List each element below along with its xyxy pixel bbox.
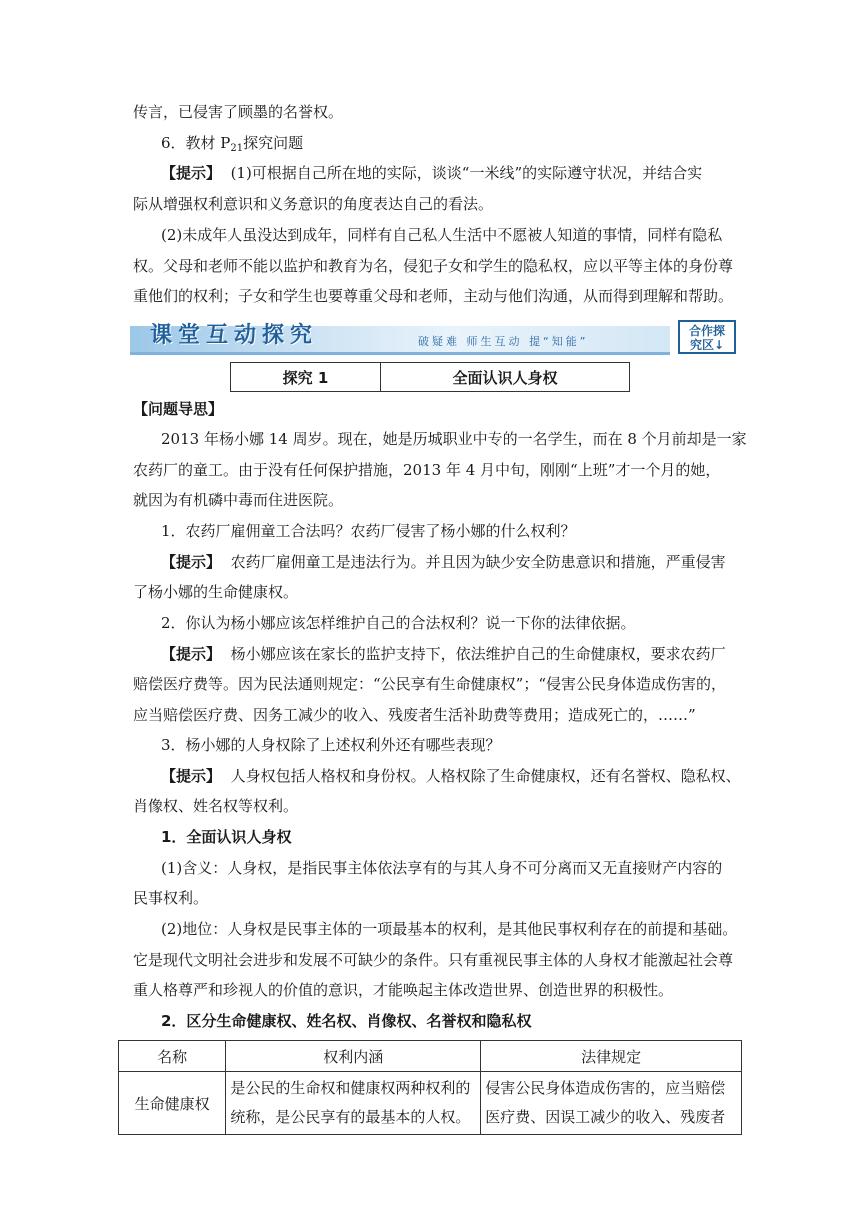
text-line: 赔偿医疗费等。因为民法通则规定：“公民享有生命健康权”；“侵害公民身体造成伤害的，	[133, 675, 727, 693]
question: 1．农药厂雇佣童工合法吗？农药厂侵害了杨小娜的什么权利？	[161, 522, 576, 540]
hint-label: 【提示】	[161, 767, 222, 785]
hint-paragraph: 【提示】 人身权包括人格权和身份权。人格权除了生命健康权，还有名誉权、隐私权、	[161, 767, 741, 785]
banner-slogan: 破疑难 师生互动 提“知能”	[418, 335, 589, 348]
text-line: (1)含义：人身权，是指民事主体依法享有的与其人身不可分离而又无直接财产内容的	[161, 859, 723, 877]
guide-label: 【问题导思】	[133, 400, 224, 418]
table-header: 法律规定	[481, 1041, 742, 1072]
text-line: 权。父母和老师不能以监护和教育为名，侵犯子女和学生的隐私权，应以平等主体的身份尊	[133, 257, 734, 275]
right-law: 侵害公民身体造成伤害的，应当赔偿 医疗费、因误工减少的收入、残废者	[481, 1072, 742, 1135]
text-line: 应当赔偿医疗费、因务工减少的收入、残废者生活补助费等费用；造成死亡的，……”	[133, 706, 696, 724]
text-line: 就因为有机磷中毒而住进医院。	[133, 491, 344, 509]
text-line: (2)未成年人虽没达到成年，同样有自己私人生活中不愿被人知道的事情，同样有隐私	[161, 226, 723, 244]
right-name: 生命健康权	[119, 1072, 226, 1135]
hint-label: 【提示】	[161, 164, 222, 182]
table-row	[119, 1072, 742, 1135]
text-line: 际从增强权利意识和义务意识的角度表达自己的看法。	[133, 195, 494, 213]
text-line: 重人格尊严和珍视人的价值的意识，才能唤起主体改造世界、创造世界的积极性。	[133, 981, 674, 999]
hint-paragraph: 【提示】 农药厂雇佣童工是违法行为。并且因为缺少安全防患意识和措施，严重侵害	[161, 553, 726, 571]
rights-table	[118, 1040, 742, 1135]
text-line: 重他们的权利；子女和学生也要尊重父母和老师，主动与他们沟通，从而得到理解和帮助。	[133, 287, 734, 305]
text-line: 农药厂的童工。由于没有任何保护措施，2013 年 4 月中旬，刚刚“上班”才一个月的她，	[133, 461, 721, 479]
text-line: 6．教材 $P_{21}$探究问题	[161, 134, 304, 154]
table-header: 名称	[119, 1041, 226, 1072]
section-heading: 1．全面认识人身权	[161, 828, 292, 846]
explore-table	[230, 362, 630, 392]
table-header: 权利内涵	[226, 1041, 481, 1072]
hint-label: 【提示】	[161, 553, 222, 571]
text-line: 传言，已侵害了顾墨的名誉权。	[133, 103, 344, 121]
hint-paragraph: 【提示】 杨小娜应该在家长的监护支持下，依法维护自己的生命健康权，要求农药厂	[161, 645, 726, 663]
right-meaning: 是公民的生命权和健康权两种权利的 统称，是公民享有的最基本的人权。	[226, 1072, 481, 1135]
text-line: (2)地位：人身权是民事主体的一项最基本的权利，是其他民事权利存在的前提和基础。	[161, 920, 738, 938]
hint-paragraph: 【提示】 (1)可根据自己所在地的实际，谈谈“一米线”的实际遵守状况，并结合实	[161, 164, 703, 182]
section-heading: 2．区分生命健康权、姓名权、肖像权、名誉权和隐私权	[161, 1012, 532, 1030]
text-line: 它是现代文明社会进步和发展不可缺少的条件。只有重视民事主体的人身权才能激起社会尊	[133, 951, 734, 969]
text-line: 民事权利。	[133, 889, 209, 907]
explore-topic: 全面认识人身权	[380, 363, 629, 392]
hint-label: 【提示】	[161, 645, 222, 663]
text-line: 肖像权、姓名权等权利。	[133, 797, 299, 815]
banner-title: 课堂互动探究	[150, 322, 319, 348]
text-line: 2013 年杨小娜 14 周岁。现在，她是历城职业中专的一名学生，而在 8 个月前却是一家	[161, 430, 747, 448]
explore-label: 探究 1	[231, 363, 381, 392]
section-banner	[130, 318, 738, 356]
text-line: 了杨小娜的生命健康权。	[133, 583, 299, 601]
question: 3．杨小娜的人身权除了上述权利外还有哪些表现？	[161, 736, 501, 754]
banner-badge: 合作探 究区↓	[678, 320, 736, 354]
question: 2．你认为杨小娜应该怎样维护自己的合法权利？说一下你的法律依据。	[161, 614, 636, 632]
